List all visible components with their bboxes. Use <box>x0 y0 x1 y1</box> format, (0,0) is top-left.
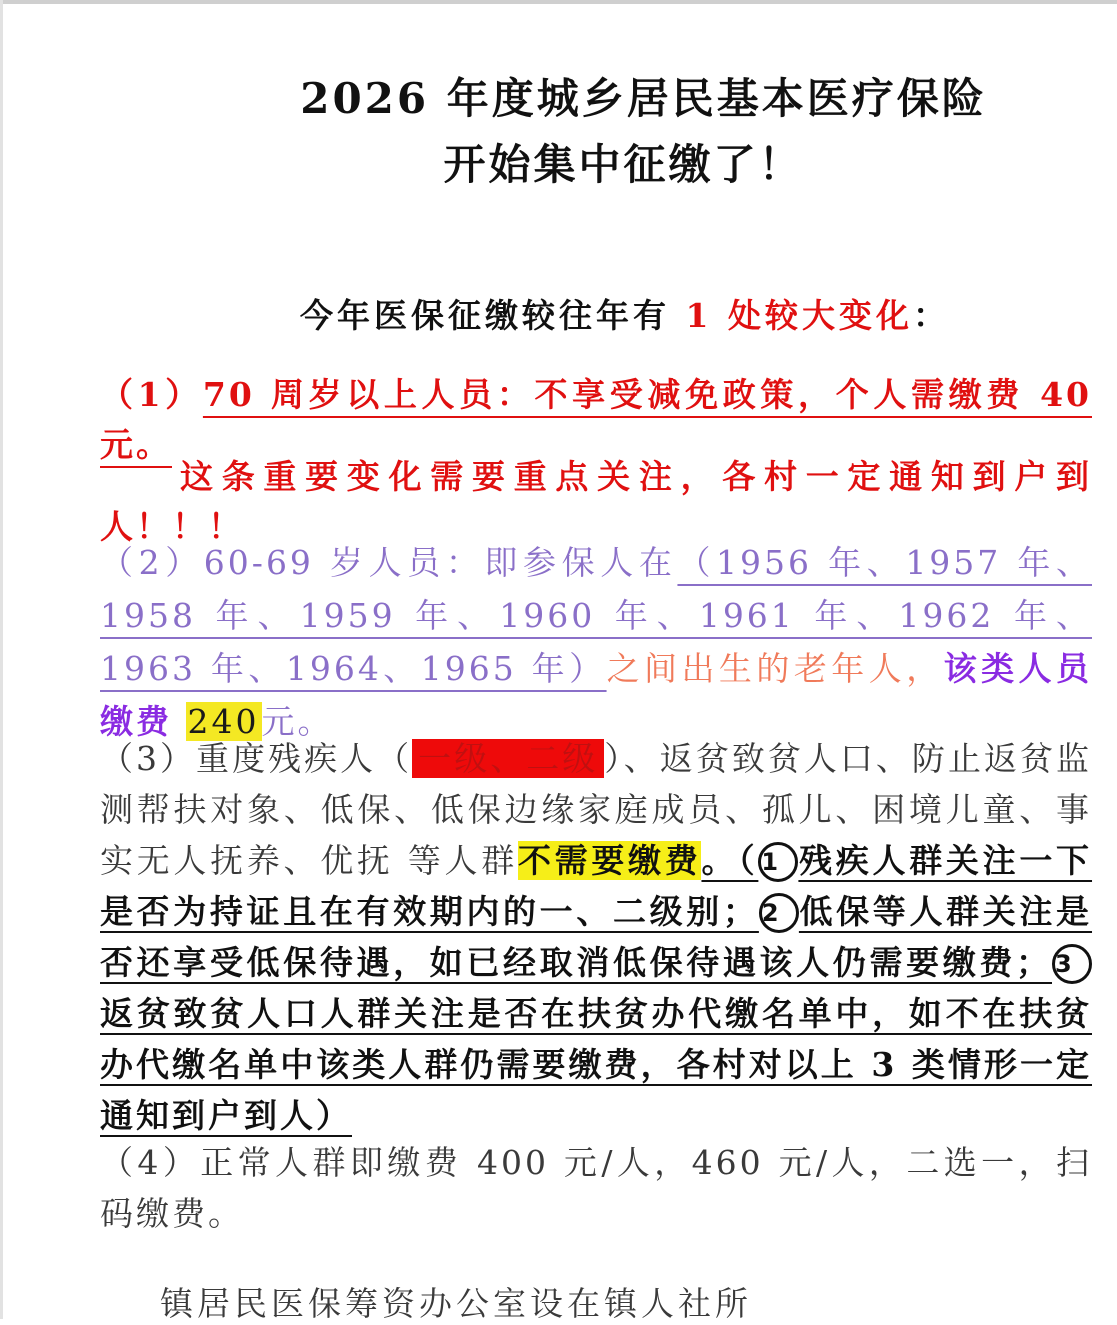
document-title <box>0 66 1117 198</box>
item-3-note-3: 返贫致贫人口人群关注是否在扶贫办代缴名单中，如不在扶贫办代缴名单中该类人群仍需要缴费，各村对以上 3 类情形一定通知到户到人） <box>100 994 1092 1135</box>
intro-line <box>300 290 950 337</box>
item-2-mid: 之间出生的老年人， <box>606 649 944 688</box>
item-3 <box>100 733 1092 1141</box>
circled-1-icon: 1 <box>758 842 798 882</box>
item-4: （4）正常人群即缴费 400 元/人，460 元/人，二选一，扫码缴费。 <box>100 1143 1092 1233</box>
item-1-text: 70 周岁以上人员：不享受减免政策，个人需缴费 40 元。 <box>100 375 1092 464</box>
item-3-note-1: 残疾人群关注一下是否为持证且在有效期内的一、二级别； <box>100 841 1093 931</box>
item-3-notes <box>100 841 1092 1135</box>
footer-line: 镇居民医保筹资办公室设在镇人社所 <box>160 1284 752 1323</box>
item-3-exempt: 不需要缴费 <box>517 841 702 880</box>
title-line-1: 2026 年度城乡居民基本医疗保险 <box>300 74 987 123</box>
intro-suffix: ： <box>912 296 950 335</box>
item-2-label: （2）60-69 岁人员：即参保人在 <box>100 543 678 582</box>
intro-highlight: 1 处较大变化 <box>685 296 913 335</box>
item-2-fee-amount: 240 <box>187 702 260 741</box>
item-3-paren: 。（ <box>701 841 759 880</box>
item-2-fee-unit: 元。 <box>261 702 334 741</box>
intro-prefix: 今年医保征缴较往年有 <box>300 296 670 335</box>
circled-2-icon: 2 <box>759 893 799 933</box>
item-3-label: （3）重度残疾人（ <box>100 739 413 778</box>
item-2 <box>100 536 1092 748</box>
item-3-groups: ）、返贫致贫人口、防止返贫监测帮扶对象、低保、低保边缘家庭成员、孤儿、困境儿童、事实无人抚养、优抚 等人群 <box>100 739 1093 880</box>
item-1-note: 这条重要变化需要重点关注，各村一定通知到户到人！！！ <box>100 457 1092 546</box>
circled-3-icon: 3 <box>1052 944 1092 984</box>
title-line-2: 开始集中征缴了！ <box>443 140 804 189</box>
item-2-years: （1956 年、1957 年、1958 年、1959 年、1960 年、1961 年、1962 年、1963 年、1964、1965 年） <box>100 543 1092 688</box>
item-2-fee-text: 该类人员缴费 <box>100 649 1092 741</box>
item-3-levels: 一级、二级 <box>412 739 604 778</box>
item-3-note-2: 低保等人群关注是否还享受低保待遇，如已经取消低保待遇该人仍需要缴费； <box>100 892 1093 982</box>
item-1-label: （1） <box>100 375 203 414</box>
top-border <box>0 0 1117 4</box>
